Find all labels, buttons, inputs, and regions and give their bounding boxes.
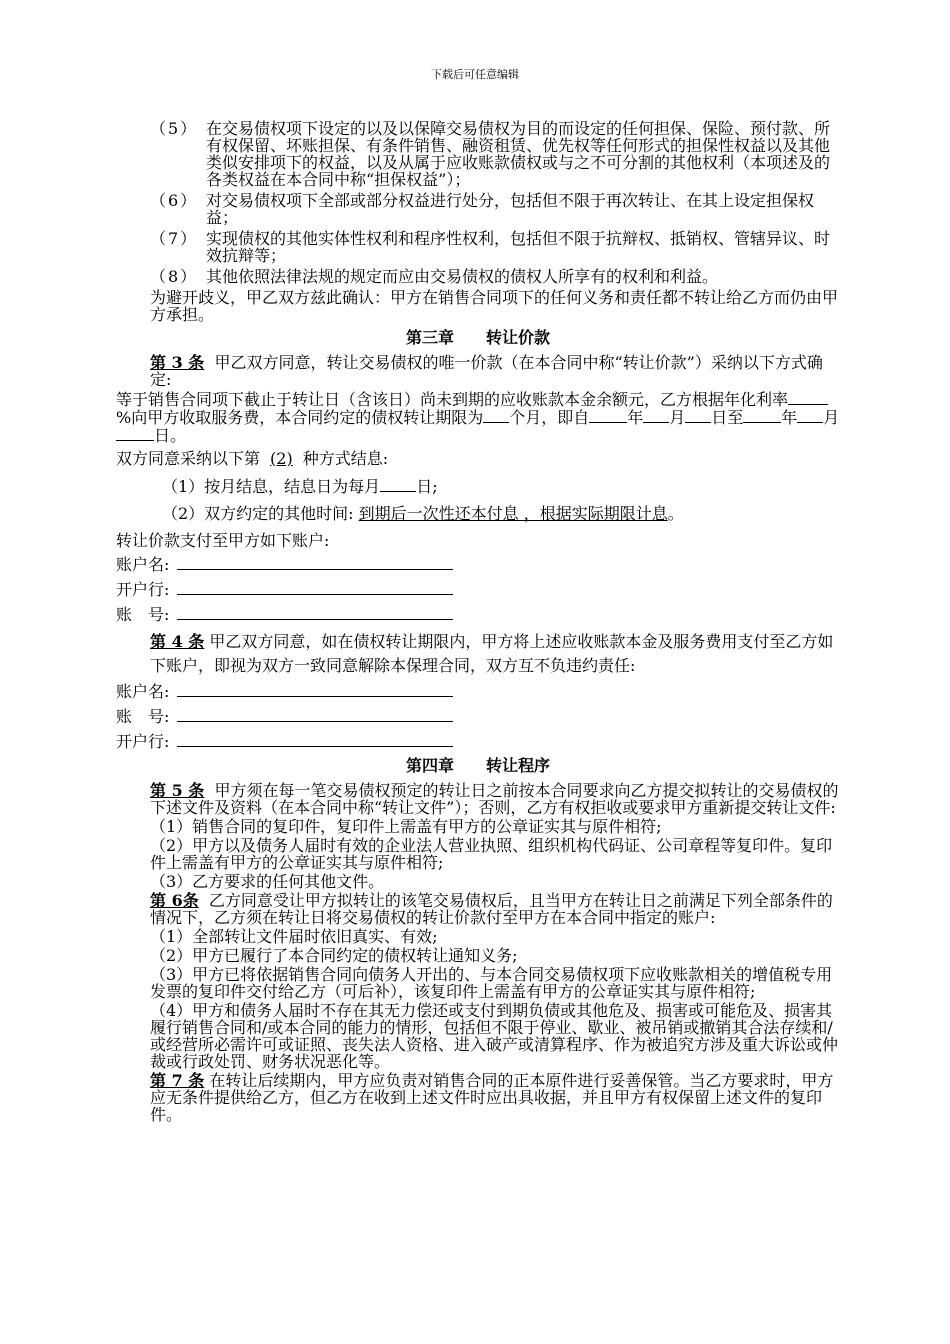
article-6-item-4: （4）甲方和债务人届时不存在其无力偿还或支付到期负债或其他危及、损害或可能危及、损害其履行销售合同和/或本合同的能力的情形，包括但不限于停业、歇业、被吊销或撤销其合法存续和/或经营所必需许可或证照、丧失法人资格、进入破产或清算程序、作为被追究方涉及重大诉讼或仲裁或行政处罚、财务状况恶化等。 — [150, 1001, 839, 1071]
start-year-blank — [589, 408, 627, 423]
article-4-label: 第 4 条 — [150, 632, 205, 651]
settle-text-a: 双方同意采纳以下第 — [116, 449, 261, 468]
article-3 — [116, 354, 840, 388]
settlement-option-2 — [116, 505, 840, 522]
article-5-item-2: （2）甲方以及债务人届时有效的企业法人营业执照、组织机构代码证、公司章程等复印件。复印件上需盖有甲方的公章证实其与原件相符; — [150, 836, 833, 872]
clause-number: （8） — [150, 267, 199, 286]
field-label: 开户行: — [116, 732, 170, 751]
rate-blank — [788, 390, 828, 405]
clause-text: 在交易债权项下设定的以及以保障交易债权为目的而设定的任何担保、保险、预付款、所有权保留、坏账担保、有条件销售、融资租赁、优先权等任何形式的担保性权益以及其他类似安排项下的权益，以及从属于应收账款债权或与之不可分割的其他权利（本项述及的各类权益在本合同中称“担保权益”）； — [206, 119, 831, 189]
clause-number: （6） — [150, 191, 199, 210]
bank-line — [177, 580, 453, 595]
article-3-calculation — [116, 390, 840, 444]
article-5-item-1: （1）销售合同的复印件，复印件上需盖有甲方的公章证实其与原件相符; — [150, 817, 662, 836]
clause-item-6 — [116, 192, 840, 226]
option-2-text: （2）双方约定的其他时间: — [162, 504, 354, 523]
bank-line — [177, 732, 453, 747]
month-label: 月 — [823, 408, 840, 427]
field-label: 开户行: — [116, 580, 170, 599]
article-5-label: 第 5 条 — [150, 781, 205, 800]
year-label: 年 — [627, 408, 644, 427]
clause-item-5 — [116, 120, 840, 188]
field-label: 账 号: — [116, 605, 170, 624]
start-month-blank — [643, 408, 669, 423]
calc-text-a: 等于销售合同项下截止于转让日（含该日）尚未到期的应收账款本金余额元，乙方根据年化利率 — [116, 390, 789, 409]
article-6 — [116, 892, 840, 926]
article-3-label: 第 3 条 — [150, 353, 205, 372]
month-label: 月 — [669, 408, 686, 427]
account-name-field-2 — [116, 682, 840, 700]
clause-text: 其他依照法律法规的规定而应由交易债权的债权人所享有的权利和利益。 — [206, 267, 719, 286]
clause-number: （7） — [150, 229, 199, 248]
article-4 — [116, 630, 840, 678]
page-header-note: 下载后可任意编辑 — [431, 68, 519, 81]
article-5 — [116, 782, 840, 816]
account-number-line — [177, 707, 453, 722]
field-label: 账户名: — [116, 682, 170, 701]
day-to-label: 日至 — [711, 408, 744, 427]
clause-text: 实现债权的其他实体性权利和程序性权利，包括但不限于抗辩权、抵销权、管辖异议、时效抗辩等； — [206, 229, 831, 265]
article-5-text: 甲方须在每一笔交易债权预定的转让日之前按本合同要求向乙方提交拟转让的交易债权的下述文件及资料（在本合同中称“转让文件”）；否则，乙方有权拒收或要求甲方重新提交转让文件: — [150, 781, 839, 817]
option-1-suffix: 日; — [416, 477, 438, 496]
clause-item-7 — [116, 230, 840, 264]
article-3-text: 甲乙双方同意，转让交易债权的唯一价款（在本合同中称“转让价款”）采纳以下方式确定: — [150, 353, 823, 389]
article-6-item-3: （3）甲方已将依据销售合同向债务人开出的、与本合同交易债权项下应收账款相关的增值税专用发票的复印件交付给乙方（可后补），该复印件上需盖有甲方的公章证实其与原件相符; — [150, 965, 833, 1001]
article-6-text: 乙方同意受让甲方拟转让的该笔交易债权后，且当甲方在转让日之前满足下列全部条件的情况下，乙方须在转让日将交易债权的转让价款付至甲方在本合同中指定的账户: — [150, 891, 833, 927]
clause-text: 对交易债权项下全部或部分权益进行处分，包括但不限于再次转让、在其上设定担保权益； — [206, 191, 815, 227]
account-name-line — [177, 555, 453, 570]
term-months-blank — [483, 408, 509, 423]
end-month-blank — [797, 408, 823, 423]
clarification-paragraph: 为避开歧义，甲乙双方兹此确认：甲方在销售合同项下的任何义务和责任都不转让给乙方而仍由甲方承担。 — [150, 288, 839, 324]
clause-number: （5） — [150, 119, 199, 138]
field-label: 账户名: — [116, 555, 170, 574]
article-7 — [116, 1072, 840, 1123]
chapter-3-title: 第三章 转让价款 — [405, 328, 550, 347]
end-day-blank — [116, 426, 154, 441]
article-4-text: 甲乙双方同意，如在债权转让期限内，甲方将上述应收账款本金及服务费用支付至乙方如下账户，即视为双方一致同意解除本保理合同，双方互不负违约责任: — [150, 632, 834, 675]
start-day-blank — [685, 408, 711, 423]
option-2-value: 到期后一次性还本付息 ，根据实际期限计息 — [358, 504, 668, 523]
account-number-line — [177, 605, 453, 620]
article-5-item-3: （3）乙方要求的任何其他文件。 — [150, 872, 385, 891]
contract-body — [116, 120, 840, 1125]
end-year-blank — [743, 408, 781, 423]
clause-item-8 — [116, 268, 840, 285]
calc-text-c: 个月，即自 — [509, 408, 590, 427]
settle-text-b: 种方式结息: — [302, 449, 389, 468]
article-6-label: 第 6条 — [150, 891, 199, 910]
account-number-field — [116, 605, 840, 623]
article-6-item-2: （2）甲方已履行了本合同约定的债权转让通知义务; — [150, 946, 518, 965]
settle-choice-value: (2) — [270, 449, 293, 468]
payment-destination: 转让价款支付至甲方如下账户: — [116, 531, 330, 550]
year-label: 年 — [781, 408, 798, 427]
monthly-day-blank — [380, 477, 416, 492]
account-name-line — [177, 682, 453, 697]
article-6-item-1: （1）全部转让文件届时依旧真实、有效; — [150, 927, 438, 946]
settlement-choice — [116, 450, 840, 467]
article-7-text: 在转让后续期内，甲方应负责对销售合同的正本原件进行妥善保管。当乙方要求时，甲方应无条件提供给乙方，但乙方在收到上述文件时应出具收据，并且甲方有权保留上述文件的复印件。 — [150, 1071, 834, 1124]
account-name-field — [116, 555, 840, 573]
calc-text-b: %向甲方收取服务费，本合同约定的债权转让期限为 — [116, 408, 484, 427]
day-label: 日。 — [154, 426, 187, 445]
field-label: 账 号: — [116, 707, 170, 726]
bank-field-2 — [116, 732, 840, 750]
chapter-4-title: 第四章 转让程序 — [405, 756, 550, 775]
settlement-option-1 — [116, 477, 840, 495]
bank-field — [116, 580, 840, 598]
account-number-field-2 — [116, 707, 840, 725]
option-1-text: （1）按月结息，结息日为每月 — [162, 477, 381, 496]
article-7-label: 第 7 条 — [150, 1071, 205, 1090]
option-2-period: 。 — [667, 504, 684, 523]
